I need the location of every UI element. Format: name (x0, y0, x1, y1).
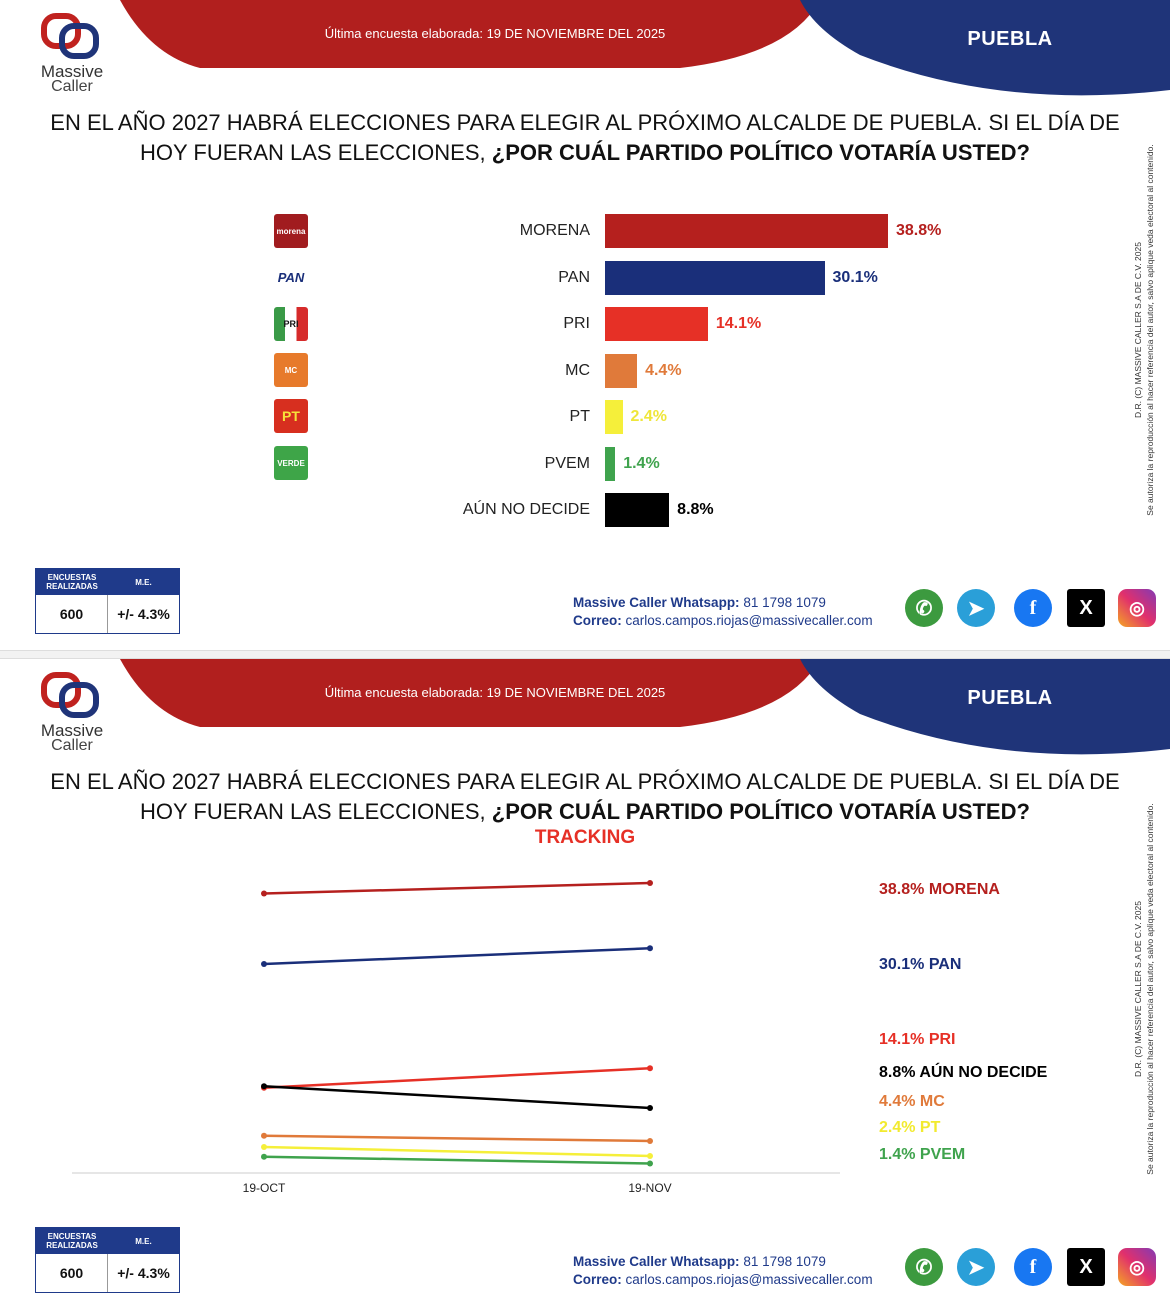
x-icon[interactable]: X (1067, 589, 1105, 627)
point-morena-19-oct (261, 891, 267, 897)
telegram-icon[interactable]: ➤ (957, 1248, 995, 1286)
point-pan-19-oct (261, 961, 267, 967)
tracking-chart-panel (0, 659, 1170, 1309)
bar-label-mc: MC (565, 361, 590, 379)
mc-logo: MC (274, 353, 308, 387)
bar-pvem (605, 447, 615, 481)
series-line-a-n-no-decide (264, 1086, 650, 1108)
state-label: PUEBLA (967, 28, 1053, 50)
bar-label-pri: PRI (563, 315, 590, 332)
bar-value-a-n-no-decide: 8.8% (677, 501, 714, 518)
point-morena-19-nov (647, 880, 653, 886)
facebook-icon[interactable]: f (1014, 589, 1052, 627)
stats-table-2 (35, 1227, 180, 1293)
question-part-2: ¿POR CUÁL PARTIDO POLÍTICO VOTARÍA USTED? (491, 140, 1030, 165)
x-tick-label-19-oct: 19-OCT (242, 1181, 286, 1195)
email-label: Correo: (573, 613, 622, 628)
pvem-logo: VERDE (274, 446, 308, 480)
header-banner (0, 0, 1170, 110)
stats-header-margin: M.E. (108, 569, 179, 595)
whatsapp-label-2: Massive Caller Whatsapp: (573, 1254, 740, 1269)
email-address-2[interactable]: carlos.campos.riojas@massivecaller.com (625, 1272, 873, 1287)
series-line-mc (264, 1136, 650, 1141)
legend-pri: 14.1% PRI (879, 1031, 956, 1048)
point-pvem-19-oct (261, 1154, 267, 1160)
bar-value-pt: 2.4% (630, 408, 667, 425)
bar-chart-panel (0, 0, 1170, 650)
copyright-note (1132, 110, 1170, 550)
legend-a-n-no-decide: 8.8% AÚN NO DECIDE (879, 1064, 1048, 1081)
state-label-2: PUEBLA (967, 687, 1053, 709)
copyright-line-1b: D.R. (C) MASSIVE CALLER S.A DE C.V. 2025 (1133, 901, 1143, 1077)
pt-logo: PT (274, 399, 308, 433)
bar-pri (605, 307, 708, 341)
bar-label-pan: PAN (558, 268, 590, 286)
bar-morena (605, 214, 888, 248)
point-pri-19-nov (647, 1065, 653, 1071)
point-a-n-no-decide-19-nov (647, 1105, 653, 1111)
survey-date: Última encuesta elaborada: 19 DE NOVIEMBRE DEL 2025 (324, 26, 666, 41)
morena-logo: morena (274, 214, 308, 248)
telegram-icon[interactable]: ➤ (957, 589, 995, 627)
survey-date-2: Última encuesta elaborada: 19 DE NOVIEMBRE DEL 2025 (324, 685, 666, 700)
point-a-n-no-decide-19-oct (261, 1083, 267, 1089)
point-mc-19-nov (647, 1138, 653, 1144)
contact-info-2 (573, 1253, 873, 1289)
series-line-pvem (264, 1157, 650, 1164)
bar-value-morena: 38.8% (896, 222, 942, 239)
series-line-pri (264, 1068, 650, 1088)
stats-table (35, 568, 180, 634)
point-pvem-19-nov (647, 1161, 653, 1167)
bar-value-pan: 30.1% (832, 268, 878, 286)
series-line-pt (264, 1147, 650, 1156)
point-pan-19-nov (647, 945, 653, 951)
legend-mc: 4.4% MC (879, 1093, 945, 1110)
whatsapp-label: Massive Caller Whatsapp: (573, 595, 740, 610)
stats-header-surveys-2: ENCUESTAS REALIZADAS (36, 1228, 108, 1254)
legend-pvem: 1.4% PVEM (879, 1146, 966, 1163)
instagram-icon[interactable]: ◎ (1118, 1248, 1156, 1286)
social-links (905, 589, 1160, 629)
stats-header-margin-2: M.E. (108, 1228, 179, 1254)
x-icon[interactable]: X (1067, 1248, 1105, 1286)
stats-margin-value: +/- 4.3% (117, 606, 170, 622)
stats-surveys-value: 600 (36, 595, 108, 633)
bar-label-pvem: PVEM (544, 454, 590, 472)
pri-logo: PRI (274, 307, 308, 341)
copyright-line-2b: Se autoriza la reproducción al hacer referencia del autor, salvo aplique veda electoral al contenido. (1145, 803, 1155, 1175)
bar-value-pri: 14.1% (715, 315, 762, 332)
tracking-line-chart (0, 659, 1170, 1219)
stats-surveys-value-2: 600 (36, 1254, 108, 1292)
panel-separator (0, 650, 1170, 659)
bar-value-mc: 4.4% (645, 361, 682, 379)
tracking-title: TRACKING (534, 827, 636, 848)
bar-pan (605, 261, 825, 295)
brand-logo (30, 12, 114, 98)
legend-morena: 38.8% MORENA (879, 881, 1000, 898)
question-part-2b: ¿POR CUÁL PARTIDO POLÍTICO VOTARÍA USTED? (491, 799, 1030, 824)
point-mc-19-oct (261, 1133, 267, 1139)
stats-margin-value-2: +/- 4.3% (117, 1265, 170, 1281)
instagram-icon[interactable]: ◎ (1118, 589, 1156, 627)
brand-name-1: Massive (40, 62, 104, 81)
question-part-1: EN EL AÑO 2027 HABRÁ ELECCIONES PARA ELEGIR AL PRÓXIMO ALCALDE DE PUEBLA. SI EL DÍA DE HOY FUERAN LAS ELECCIONES, (50, 110, 1120, 165)
facebook-icon[interactable]: f (1014, 1248, 1052, 1286)
whatsapp-number-2[interactable]: 81 1798 1079 (743, 1254, 826, 1269)
contact-info (573, 594, 873, 630)
point-pt-19-nov (647, 1153, 653, 1159)
series-line-morena (264, 883, 650, 894)
point-pt-19-oct (261, 1144, 267, 1150)
bar-label-a-n-no-decide: AÚN NO DECIDE (462, 501, 590, 518)
brand-name-1b: Massive (40, 721, 104, 740)
bar-pt (605, 400, 623, 434)
x-tick-label-19-nov: 19-NOV (628, 1181, 672, 1195)
stats-header-surveys: ENCUESTAS REALIZADAS (36, 569, 108, 595)
logo-icon (30, 12, 114, 62)
copyright-line-1: D.R. (C) MASSIVE CALLER S.A DE C.V. 2025 (1133, 242, 1143, 418)
question-part-1b: EN EL AÑO 2027 HABRÁ ELECCIONES PARA ELEGIR AL PRÓXIMO ALCALDE DE PUEBLA. SI EL DÍA DE HOY FUERAN LAS ELECCIONES, (50, 769, 1120, 824)
legend-pt: 2.4% PT (879, 1119, 941, 1136)
brand-name-2b: Caller (51, 737, 93, 754)
copyright-line-2: Se autoriza la reproducción al hacer referencia del autor, salvo aplique veda electoral al contenido. (1145, 144, 1155, 516)
pan-logo: PAN (274, 260, 308, 294)
bar-value-pvem: 1.4% (623, 454, 660, 472)
legend-pan: 30.1% PAN (879, 956, 962, 973)
series-line-pan (264, 948, 650, 964)
email-address[interactable]: carlos.campos.riojas@massivecaller.com (625, 613, 873, 628)
social-links-2 (905, 1248, 1160, 1288)
bar-label-morena: MORENA (519, 222, 590, 239)
bar-mc (605, 354, 637, 388)
email-label-2: Correo: (573, 1272, 622, 1287)
brand-name-2: Caller (51, 78, 93, 95)
whatsapp-icon[interactable]: ✆ (905, 1248, 943, 1286)
whatsapp-number[interactable]: 81 1798 1079 (743, 595, 826, 610)
bar-a-n-no-decide (605, 493, 669, 527)
whatsapp-icon[interactable]: ✆ (905, 589, 943, 627)
question-text (40, 108, 1130, 168)
bar-label-pt: PT (569, 408, 590, 425)
